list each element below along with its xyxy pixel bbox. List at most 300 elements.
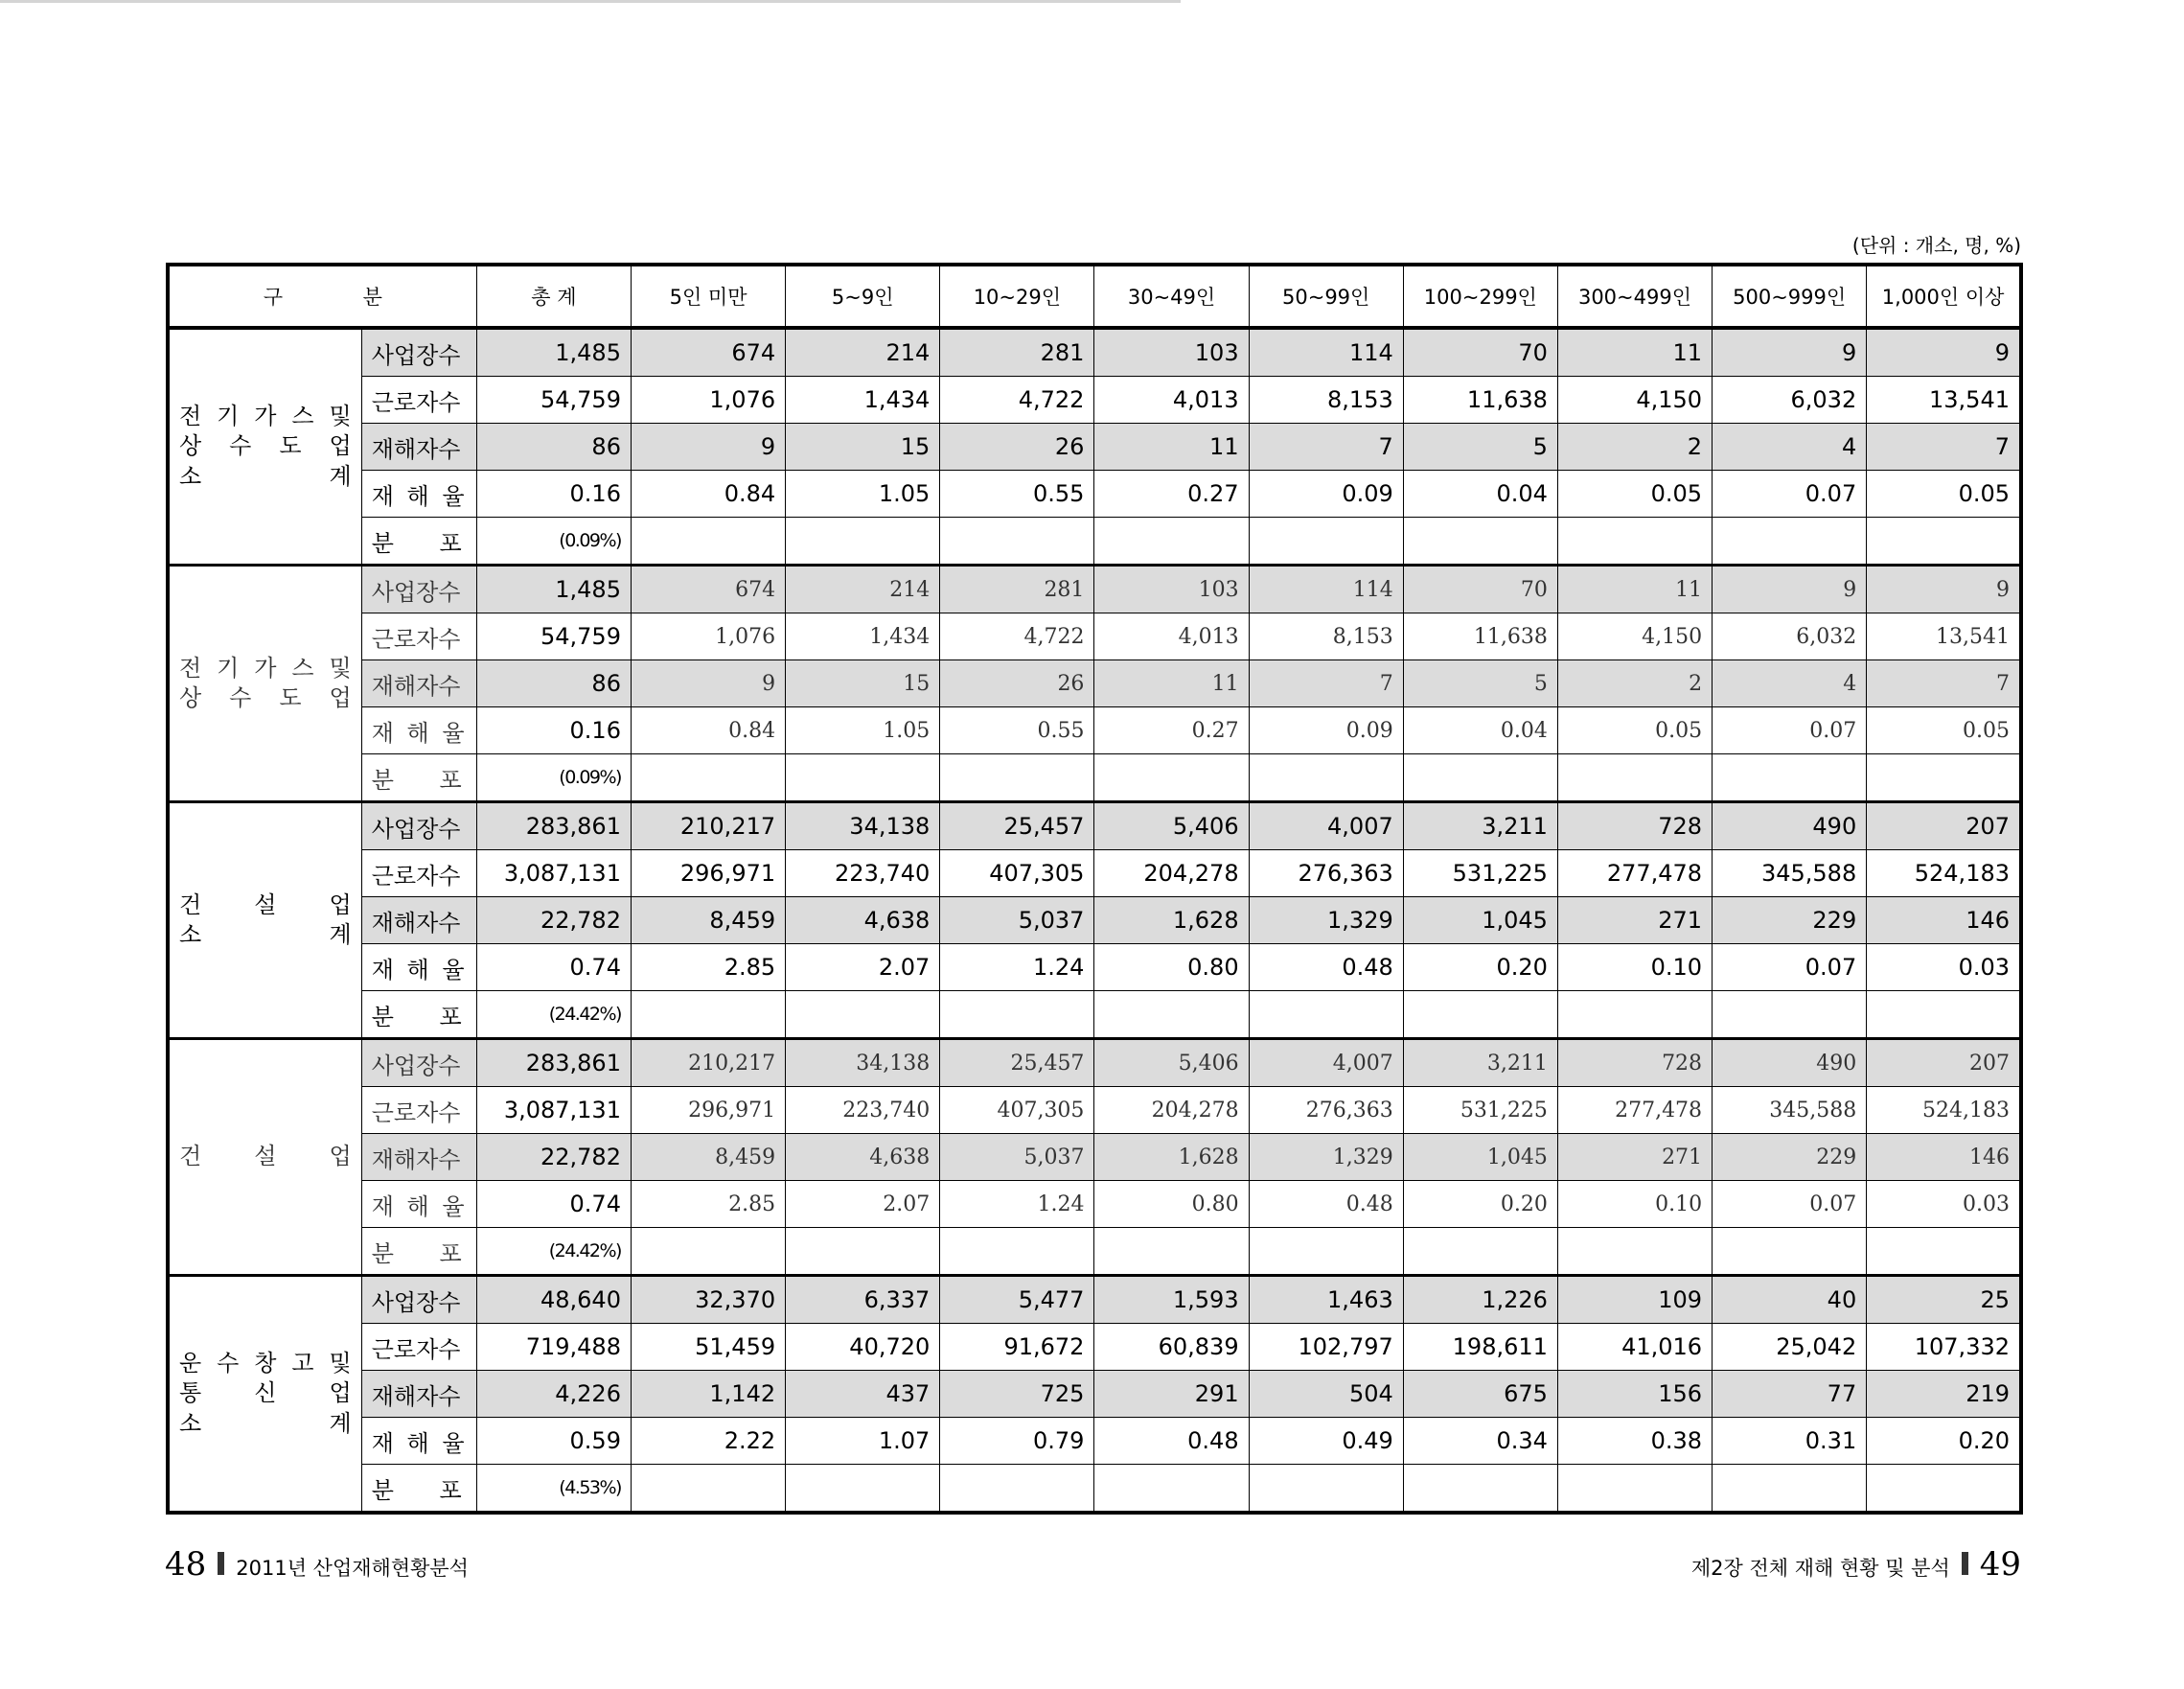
table-row — [168, 1371, 2021, 1418]
table-section — [168, 1276, 2021, 1514]
value-cell: 34,138 — [786, 1039, 940, 1087]
value-cell: 0.07 — [1713, 471, 1867, 518]
table-row — [168, 1418, 2021, 1465]
section-label-line — [179, 654, 352, 683]
value-cell: 70 — [1403, 328, 1557, 377]
value-cell — [631, 1228, 785, 1276]
value-cell: 9 — [1713, 566, 1867, 613]
total-cell: 22,782 — [476, 1134, 631, 1181]
value-cell — [1867, 1228, 2021, 1276]
value-cell — [1557, 518, 1712, 566]
value-cell: 9 — [631, 660, 785, 707]
value-cell: 3,211 — [1403, 802, 1557, 850]
value-cell: 0.07 — [1713, 707, 1867, 754]
total-cell: 283,861 — [476, 1039, 631, 1087]
section-label-char: 기 — [217, 654, 240, 682]
value-cell: 4,007 — [1249, 1039, 1403, 1087]
value-cell: 114 — [1249, 566, 1403, 613]
row-label: 근로자수 — [361, 613, 476, 660]
row-label: 근로자수 — [361, 377, 476, 424]
total-cell: 1,485 — [476, 566, 631, 613]
value-cell — [1094, 518, 1249, 566]
section-label-char: 수 — [229, 684, 252, 711]
value-cell — [940, 1465, 1094, 1514]
value-cell: 5,037 — [940, 1134, 1094, 1181]
value-cell: 1,076 — [631, 377, 785, 424]
section-label-char: 및 — [329, 403, 352, 430]
value-cell: 223,740 — [786, 1087, 940, 1134]
header-category-part: 구 — [263, 286, 284, 309]
value-cell — [1403, 518, 1557, 566]
header-col: 50~99인 — [1249, 265, 1403, 328]
value-cell: 0.20 — [1403, 944, 1557, 991]
table-row — [168, 1276, 2021, 1324]
row-label: 분 포 — [361, 991, 476, 1039]
value-cell: 11 — [1557, 566, 1712, 613]
value-cell: 8,459 — [631, 897, 785, 944]
value-cell — [1094, 991, 1249, 1039]
value-cell — [786, 1228, 940, 1276]
value-cell: 146 — [1867, 1134, 2021, 1181]
value-cell: 674 — [631, 328, 785, 377]
header-col: 30~49인 — [1094, 265, 1249, 328]
section-label-char: 업 — [329, 1143, 352, 1170]
value-cell: 9 — [1867, 566, 2021, 613]
total-cell: 0.59 — [476, 1418, 631, 1465]
value-cell: 6,032 — [1713, 377, 1867, 424]
value-cell: 2 — [1557, 424, 1712, 471]
value-cell: 291 — [1094, 1371, 1249, 1418]
section-label — [168, 1276, 361, 1514]
value-cell — [1867, 1465, 2021, 1514]
value-cell: 2.07 — [786, 944, 940, 991]
section-label-char: 도 — [279, 684, 302, 711]
value-cell: 15 — [786, 660, 940, 707]
total-cell: 86 — [476, 424, 631, 471]
value-cell: 1,045 — [1403, 1134, 1557, 1181]
value-cell — [631, 518, 785, 566]
header-category — [168, 265, 476, 328]
value-cell — [1557, 1228, 1712, 1276]
value-cell: 276,363 — [1249, 850, 1403, 897]
value-cell: 0.03 — [1867, 944, 2021, 991]
value-cell — [1249, 754, 1403, 802]
value-cell: 3,211 — [1403, 1039, 1557, 1087]
table-row — [168, 566, 2021, 613]
total-cell: 3,087,131 — [476, 850, 631, 897]
total-cell: 0.74 — [476, 944, 631, 991]
value-cell — [786, 518, 940, 566]
value-cell: 25 — [1867, 1276, 2021, 1324]
value-cell: 1,434 — [786, 613, 940, 660]
value-cell — [940, 991, 1094, 1039]
value-cell: 1,593 — [1094, 1276, 1249, 1324]
table-row — [168, 707, 2021, 754]
value-cell — [1867, 991, 2021, 1039]
value-cell — [1094, 1228, 1249, 1276]
total-cell: (0.09%) — [476, 518, 631, 566]
value-cell: 9 — [631, 424, 785, 471]
unit-note: (단위 : 개소, 명, %) — [1851, 234, 2021, 257]
left-page-number: 48 — [165, 1545, 207, 1584]
value-cell — [786, 991, 940, 1039]
row-label: 사업장수 — [361, 566, 476, 613]
value-cell: 91,672 — [940, 1324, 1094, 1371]
value-cell: 13,541 — [1867, 613, 2021, 660]
value-cell — [1713, 1465, 1867, 1514]
value-cell: 1.05 — [786, 707, 940, 754]
section-label-char: 수 — [229, 432, 252, 460]
value-cell: 103 — [1094, 328, 1249, 377]
section-label-char: 업 — [329, 1379, 352, 1407]
table-row — [168, 1465, 2021, 1514]
value-cell: 9 — [1713, 328, 1867, 377]
total-cell: 0.16 — [476, 471, 631, 518]
section-label-line — [179, 1378, 352, 1408]
table-row — [168, 1181, 2021, 1228]
value-cell: 7 — [1249, 424, 1403, 471]
table-section — [168, 1039, 2021, 1276]
row-label: 재 해 율 — [361, 1418, 476, 1465]
value-cell: 345,588 — [1713, 850, 1867, 897]
value-cell: 8,153 — [1249, 377, 1403, 424]
value-cell: 60,839 — [1094, 1324, 1249, 1371]
section-label-char: 업 — [329, 891, 352, 918]
value-cell: 1.07 — [786, 1418, 940, 1465]
value-cell: 1.24 — [940, 944, 1094, 991]
value-cell — [631, 991, 785, 1039]
total-cell: 54,759 — [476, 613, 631, 660]
total-cell: 3,087,131 — [476, 1087, 631, 1134]
value-cell: 6,337 — [786, 1276, 940, 1324]
value-cell: 2 — [1557, 660, 1712, 707]
total-cell: (4.53%) — [476, 1465, 631, 1514]
value-cell — [940, 518, 1094, 566]
section-label-line — [179, 1142, 352, 1171]
section-label-char: 건 — [179, 1143, 202, 1170]
section-label-char: 수 — [217, 1350, 240, 1377]
value-cell: 210,217 — [631, 1039, 785, 1087]
value-cell: 4,007 — [1249, 802, 1403, 850]
value-cell: 0.20 — [1403, 1181, 1557, 1228]
table-row — [168, 1228, 2021, 1276]
value-cell — [1867, 518, 2021, 566]
table-row — [168, 850, 2021, 897]
table-row — [168, 424, 2021, 471]
value-cell — [1094, 754, 1249, 802]
value-cell: 156 — [1557, 1371, 1712, 1418]
value-cell — [631, 754, 785, 802]
table-row — [168, 1134, 2021, 1181]
industry-accident-statistics-table — [166, 263, 2023, 1515]
total-cell: 86 — [476, 660, 631, 707]
value-cell — [1249, 1465, 1403, 1514]
value-cell: 0.31 — [1713, 1418, 1867, 1465]
section-label-char: 가 — [254, 654, 277, 682]
value-cell: 0.84 — [631, 707, 785, 754]
value-cell: 107,332 — [1867, 1324, 2021, 1371]
value-cell — [1713, 991, 1867, 1039]
value-cell: 0.04 — [1403, 471, 1557, 518]
section-label — [168, 328, 361, 566]
value-cell: 1,329 — [1249, 1134, 1403, 1181]
value-cell: 4,013 — [1094, 613, 1249, 660]
row-label: 근로자수 — [361, 850, 476, 897]
section-label-char: 소 — [179, 462, 202, 490]
value-cell: 4,638 — [786, 1134, 940, 1181]
section-label-line — [179, 1349, 352, 1378]
value-cell: 1,628 — [1094, 1134, 1249, 1181]
section-label-char: 전 — [179, 654, 202, 682]
row-label: 재해자수 — [361, 1371, 476, 1418]
section-label — [168, 1039, 361, 1276]
table-row — [168, 1087, 2021, 1134]
value-cell: 219 — [1867, 1371, 2021, 1418]
table-row — [168, 328, 2021, 377]
value-cell: 407,305 — [940, 850, 1094, 897]
value-cell — [1557, 1465, 1712, 1514]
value-cell: 26 — [940, 424, 1094, 471]
value-cell: 277,478 — [1557, 1087, 1712, 1134]
value-cell: 15 — [786, 424, 940, 471]
total-cell: 283,861 — [476, 802, 631, 850]
value-cell: 490 — [1713, 802, 1867, 850]
value-cell — [940, 1228, 1094, 1276]
table-header-row — [168, 265, 2021, 328]
value-cell: 0.10 — [1557, 1181, 1712, 1228]
value-cell: 26 — [940, 660, 1094, 707]
value-cell: 281 — [940, 328, 1094, 377]
value-cell: 11,638 — [1403, 377, 1557, 424]
value-cell: 531,225 — [1403, 1087, 1557, 1134]
value-cell: 1,434 — [786, 377, 940, 424]
section-label-line — [179, 683, 352, 713]
header-col: 300~499인 — [1557, 265, 1712, 328]
value-cell: 9 — [1867, 328, 2021, 377]
section-label-char: 업 — [329, 432, 352, 460]
table-row — [168, 754, 2021, 802]
row-label: 분 포 — [361, 518, 476, 566]
value-cell: 437 — [786, 1371, 940, 1418]
value-cell: 0.20 — [1867, 1418, 2021, 1465]
value-cell: 7 — [1249, 660, 1403, 707]
value-cell: 0.48 — [1249, 944, 1403, 991]
section-label-char: 가 — [254, 403, 277, 430]
footer-left — [165, 1545, 469, 1584]
value-cell: 103 — [1094, 566, 1249, 613]
value-cell: 4,638 — [786, 897, 940, 944]
total-cell: 1,485 — [476, 328, 631, 377]
row-label: 사업장수 — [361, 328, 476, 377]
section-label-char: 상 — [179, 432, 202, 460]
value-cell: 0.27 — [1094, 471, 1249, 518]
value-cell: 1,628 — [1094, 897, 1249, 944]
value-cell: 725 — [940, 1371, 1094, 1418]
total-cell: 4,226 — [476, 1371, 631, 1418]
table-row — [168, 991, 2021, 1039]
section-label-char: 및 — [329, 654, 352, 682]
value-cell: 70 — [1403, 566, 1557, 613]
value-cell: 51,459 — [631, 1324, 785, 1371]
value-cell: 146 — [1867, 897, 2021, 944]
value-cell: 271 — [1557, 1134, 1712, 1181]
value-cell: 7 — [1867, 424, 2021, 471]
table-row — [168, 660, 2021, 707]
value-cell — [1249, 991, 1403, 1039]
total-cell: 0.74 — [476, 1181, 631, 1228]
value-cell: 531,225 — [1403, 850, 1557, 897]
value-cell: 1,226 — [1403, 1276, 1557, 1324]
footer-right — [1691, 1545, 2021, 1584]
section-label-char: 스 — [291, 654, 314, 682]
total-cell: 719,488 — [476, 1324, 631, 1371]
section-label-char: 계 — [329, 462, 352, 490]
row-label: 분 포 — [361, 1228, 476, 1276]
value-cell: 102,797 — [1249, 1324, 1403, 1371]
section-label-line — [179, 1409, 352, 1439]
section-label-char: 신 — [254, 1379, 277, 1407]
value-cell: 5,406 — [1094, 802, 1249, 850]
value-cell: 207 — [1867, 1039, 2021, 1087]
table-row — [168, 1039, 2021, 1087]
value-cell: 0.09 — [1249, 707, 1403, 754]
value-cell: 0.84 — [631, 471, 785, 518]
total-cell: 22,782 — [476, 897, 631, 944]
section-label-char: 운 — [179, 1350, 202, 1377]
section-label-char: 스 — [291, 403, 314, 430]
value-cell: 407,305 — [940, 1087, 1094, 1134]
section-label-char: 전 — [179, 403, 202, 430]
value-cell — [1249, 1228, 1403, 1276]
value-cell: 675 — [1403, 1371, 1557, 1418]
top-divider-line — [0, 0, 1181, 3]
value-cell: 4 — [1713, 424, 1867, 471]
section-label-char: 창 — [254, 1350, 277, 1377]
section-label-line — [179, 920, 352, 950]
value-cell: 0.27 — [1094, 707, 1249, 754]
section-label-char: 소 — [179, 1409, 202, 1437]
value-cell: 6,032 — [1713, 613, 1867, 660]
header-col: 1,000인 이상 — [1867, 265, 2021, 328]
value-cell: 0.48 — [1094, 1418, 1249, 1465]
value-cell: 2.85 — [631, 1181, 785, 1228]
total-cell: (24.42%) — [476, 991, 631, 1039]
value-cell: 0.07 — [1713, 1181, 1867, 1228]
table-row — [168, 377, 2021, 424]
row-label: 재 해 율 — [361, 1181, 476, 1228]
value-cell — [1713, 1228, 1867, 1276]
value-cell: 728 — [1557, 1039, 1712, 1087]
value-cell: 1,076 — [631, 613, 785, 660]
value-cell: 4,722 — [940, 377, 1094, 424]
value-cell: 210,217 — [631, 802, 785, 850]
value-cell: 1,463 — [1249, 1276, 1403, 1324]
value-cell: 2.22 — [631, 1418, 785, 1465]
table-row — [168, 471, 2021, 518]
table-row — [168, 1324, 2021, 1371]
right-page-number: 49 — [1979, 1545, 2021, 1584]
value-cell: 11 — [1094, 660, 1249, 707]
value-cell — [786, 1465, 940, 1514]
table-row — [168, 802, 2021, 850]
footer-bar-icon — [1962, 1552, 1968, 1575]
value-cell: 4,150 — [1557, 377, 1712, 424]
value-cell — [940, 754, 1094, 802]
value-cell: 229 — [1713, 897, 1867, 944]
row-label: 재 해 율 — [361, 707, 476, 754]
section-label-line — [179, 402, 352, 431]
table-section — [168, 802, 2021, 1039]
row-label: 재 해 율 — [361, 471, 476, 518]
left-running-title: 2011년 산업재해현황분석 — [236, 1557, 469, 1580]
total-cell: (24.42%) — [476, 1228, 631, 1276]
value-cell: 1,045 — [1403, 897, 1557, 944]
value-cell: 277,478 — [1557, 850, 1712, 897]
section-label-char: 설 — [254, 1143, 277, 1170]
value-cell: 674 — [631, 566, 785, 613]
section-label-char: 설 — [254, 891, 277, 918]
value-cell: 490 — [1713, 1039, 1867, 1087]
value-cell — [1249, 518, 1403, 566]
value-cell: 8,153 — [1249, 613, 1403, 660]
row-label: 분 포 — [361, 754, 476, 802]
value-cell: 7 — [1867, 660, 2021, 707]
row-label: 재해자수 — [361, 660, 476, 707]
value-cell: 11,638 — [1403, 613, 1557, 660]
value-cell: 5 — [1403, 424, 1557, 471]
value-cell: 11 — [1557, 328, 1712, 377]
value-cell — [1403, 991, 1557, 1039]
section-label-line — [179, 891, 352, 920]
section-label-char: 소 — [179, 921, 202, 948]
row-label: 사업장수 — [361, 1039, 476, 1087]
section-label-char: 통 — [179, 1379, 202, 1407]
value-cell: 109 — [1557, 1276, 1712, 1324]
section-label-char: 도 — [279, 432, 302, 460]
value-cell: 0.07 — [1713, 944, 1867, 991]
value-cell: 5,477 — [940, 1276, 1094, 1324]
value-cell — [1867, 754, 2021, 802]
value-cell: 0.55 — [940, 471, 1094, 518]
row-label: 재해자수 — [361, 424, 476, 471]
value-cell: 524,183 — [1867, 850, 2021, 897]
value-cell: 345,588 — [1713, 1087, 1867, 1134]
footer-bar-icon — [218, 1552, 224, 1575]
value-cell: 25,042 — [1713, 1324, 1867, 1371]
value-cell: 0.05 — [1867, 471, 2021, 518]
section-label-char: 계 — [329, 1409, 352, 1437]
section-label-line — [179, 462, 352, 492]
value-cell: 229 — [1713, 1134, 1867, 1181]
value-cell: 34,138 — [786, 802, 940, 850]
value-cell: 13,541 — [1867, 377, 2021, 424]
value-cell: 4,150 — [1557, 613, 1712, 660]
row-label: 사업장수 — [361, 802, 476, 850]
section-label-char: 계 — [329, 921, 352, 948]
value-cell: 524,183 — [1867, 1087, 2021, 1134]
value-cell: 0.05 — [1557, 471, 1712, 518]
section-label-char: 고 — [291, 1350, 314, 1377]
value-cell: 32,370 — [631, 1276, 785, 1324]
value-cell: 504 — [1249, 1371, 1403, 1418]
value-cell — [1713, 754, 1867, 802]
header-col: 100~299인 — [1403, 265, 1557, 328]
value-cell: 204,278 — [1094, 850, 1249, 897]
value-cell: 0.10 — [1557, 944, 1712, 991]
value-cell: 0.80 — [1094, 1181, 1249, 1228]
value-cell: 0.48 — [1249, 1181, 1403, 1228]
value-cell: 198,611 — [1403, 1324, 1557, 1371]
